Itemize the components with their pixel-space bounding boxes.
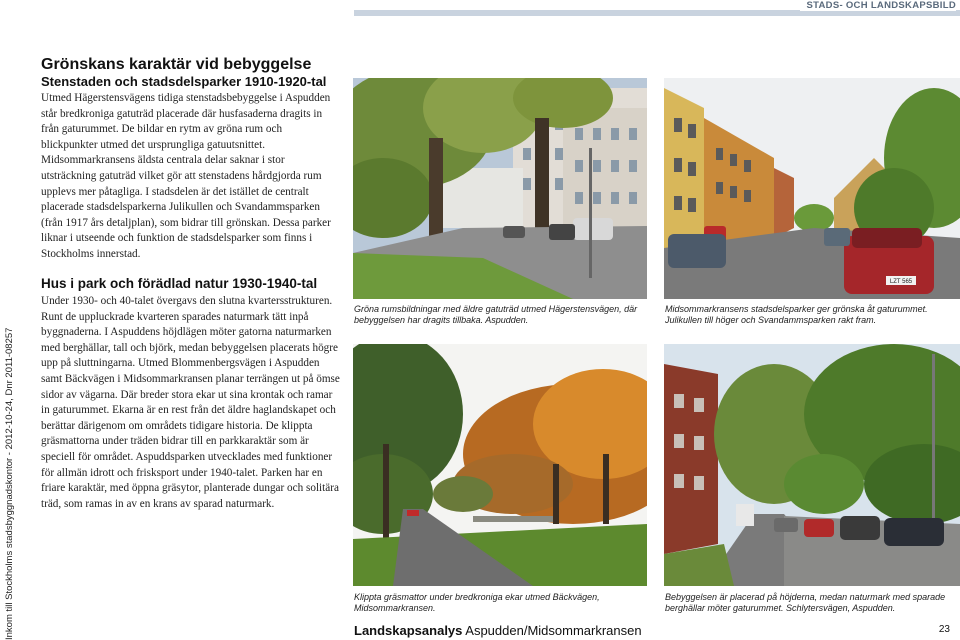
section1-subtitle: Stenstaden och stadsdelsparker 1910-1920-tal [41, 74, 327, 89]
section2-title: Hus i park och förädlad natur 1930-1940-tal [41, 276, 318, 291]
photo-midsommarkransen-parker [664, 78, 960, 299]
photo-schlytersvagen [664, 344, 960, 586]
section-hus-i-park [41, 276, 341, 512]
photo2-plate: LZT 565 [889, 279, 913, 285]
section-label: STADS- OCH LANDSKAPSBILD [800, 0, 956, 11]
photo-backvagen [353, 344, 647, 586]
section2-body: Under 1930- och 40-talet övergavs den slutna kvartersstrukturen. Runt de uppluckrade kvarteren sparades naturmark tätt inpå byggnaderna. I Aspuddens höjdlägen möter gatorna naturmarken med berghällar, tall och björk, medan bebyggelsen placerats högre upp på sluttningarna. Utmed Blommenbergsvägen i Aspudden samt Bäckvägen i Midsommarkransen planar terrängen ut på ömse sidor av vägarna. Där breder stora ekar ut sina krontak och ramar in gaturummet. Ekarna är en rest från det äldre haglandskapet och berättar därigenom om områdets tidigare historia. De klippta gräsmattorna under träden bidrar till en parkkaraktär som är speciell för området. Aspuddsparken utvecklades med funktioner för allmän idrott och frisksport under 1940-talet. Parken har en friare karaktär, med öppna gräsytor, planterade dungar och solitära träd, som ramas in av en krans av sparad naturmark. [41, 295, 340, 510]
photo-hagerstensvagen [353, 78, 647, 299]
photo1-caption: Gröna rumsbildningar med äldre gatuträd utmed Hägerstensvägen, där bebyggelsen har dragits tillbaka. Aspudden. [354, 304, 638, 325]
registration-note: Inkom till Stockholms stadsbyggnadskontor - 2012-10-24, Dnr 2011-08257 [4, 327, 15, 640]
photo4-caption: Bebyggelsen är placerad på höjderna, medan naturmark med sparade berghällar möter gaturummet. Schlytersvägen, Aspudden. [665, 592, 946, 613]
section1-body: Utmed Hägerstensvägens tidiga stenstadsbebyggelse i Aspudden står bredkroniga gatuträd placerade där husfasaderna dragits in från gaturummet. De bildar en rytm av gröna rum och blickpunkter utmed det ursprungliga gatuutsnittet. Midsommarkransens äldsta centrala delar saknar i stor utsträckning gatuträd vilket gör att stenstadens hårdgjorda rum upplevs mer påtagliga. I stadsdelen är det istället de centralt placerade stadsdelsparkerna Julikullen och Svandammsparken (från 1917 års detaljplan), som bidrar till grönskan. Dessa parker liknar i utseende och funktion de stadsdelsparker som finns i Stockholms innerstad. [41, 92, 331, 260]
section-stenstaden [41, 56, 341, 263]
page-header [0, 0, 960, 16]
page-number: 23 [938, 624, 950, 635]
document-title [354, 623, 642, 638]
document-title-bold: Landskapsanalys [354, 623, 463, 638]
photo2-caption: Midsommarkransens stadsdelsparker ger grönska åt gaturummet. Julikullen till höger och Svandammsparken rakt fram. [665, 304, 928, 325]
section1-title: Grönskans karaktär vid bebyggelse [41, 56, 312, 73]
photo3-caption: Klippta gräsmattor under bredkroniga ekar utmed Bäckvägen, Midsommarkransen. [354, 592, 600, 613]
document-title-rest: Aspudden/Midsommarkransen [462, 623, 642, 638]
